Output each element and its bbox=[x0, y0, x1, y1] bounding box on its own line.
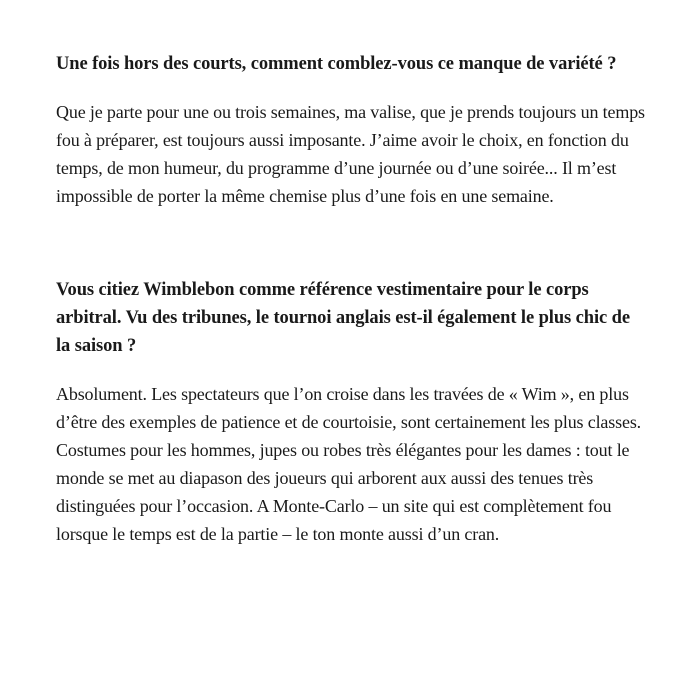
qa-block-variety bbox=[56, 50, 646, 210]
interview-answer: Que je parte pour une ou trois semaines, ma valise, que je prends toujours un temps fou à préparer, est toujours aussi imposante. J’aime avoir le choix, en fonction du temps, de mon humeur, du programme d’une journée ou d’une soirée... Il m’est impossible de porter la même chemise plus d’une fois en une semaine. bbox=[56, 102, 645, 206]
qa-block-wimbledon bbox=[56, 276, 646, 548]
interview-question: Vous citiez Wimblebon comme référence vestimentaire pour le corps arbitral. Vu des tribunes, le tournoi anglais est-il également le plus chic de la saison ? bbox=[56, 280, 630, 356]
interview-answer: Absolument. Les spectateurs que l’on croise dans les travées de « Wim », en plus d’être des exemples de patience et de courtoisie, sont certainement les plus classes. Costumes pour les hommes, jupes ou robes très élégantes pour les dames : tout le monde se met au diapason des joueurs qui arborent aux aussi des tenues très distinguées pour l’occasion. A Monte-Carlo – un site qui est complètement fou lorsque le temps est de la partie – le ton monte aussi d’un cran. bbox=[56, 384, 642, 544]
interview-question: Une fois hors des courts, comment comblez-vous ce manque de variété ? bbox=[56, 54, 617, 74]
interview-article bbox=[56, 50, 646, 548]
